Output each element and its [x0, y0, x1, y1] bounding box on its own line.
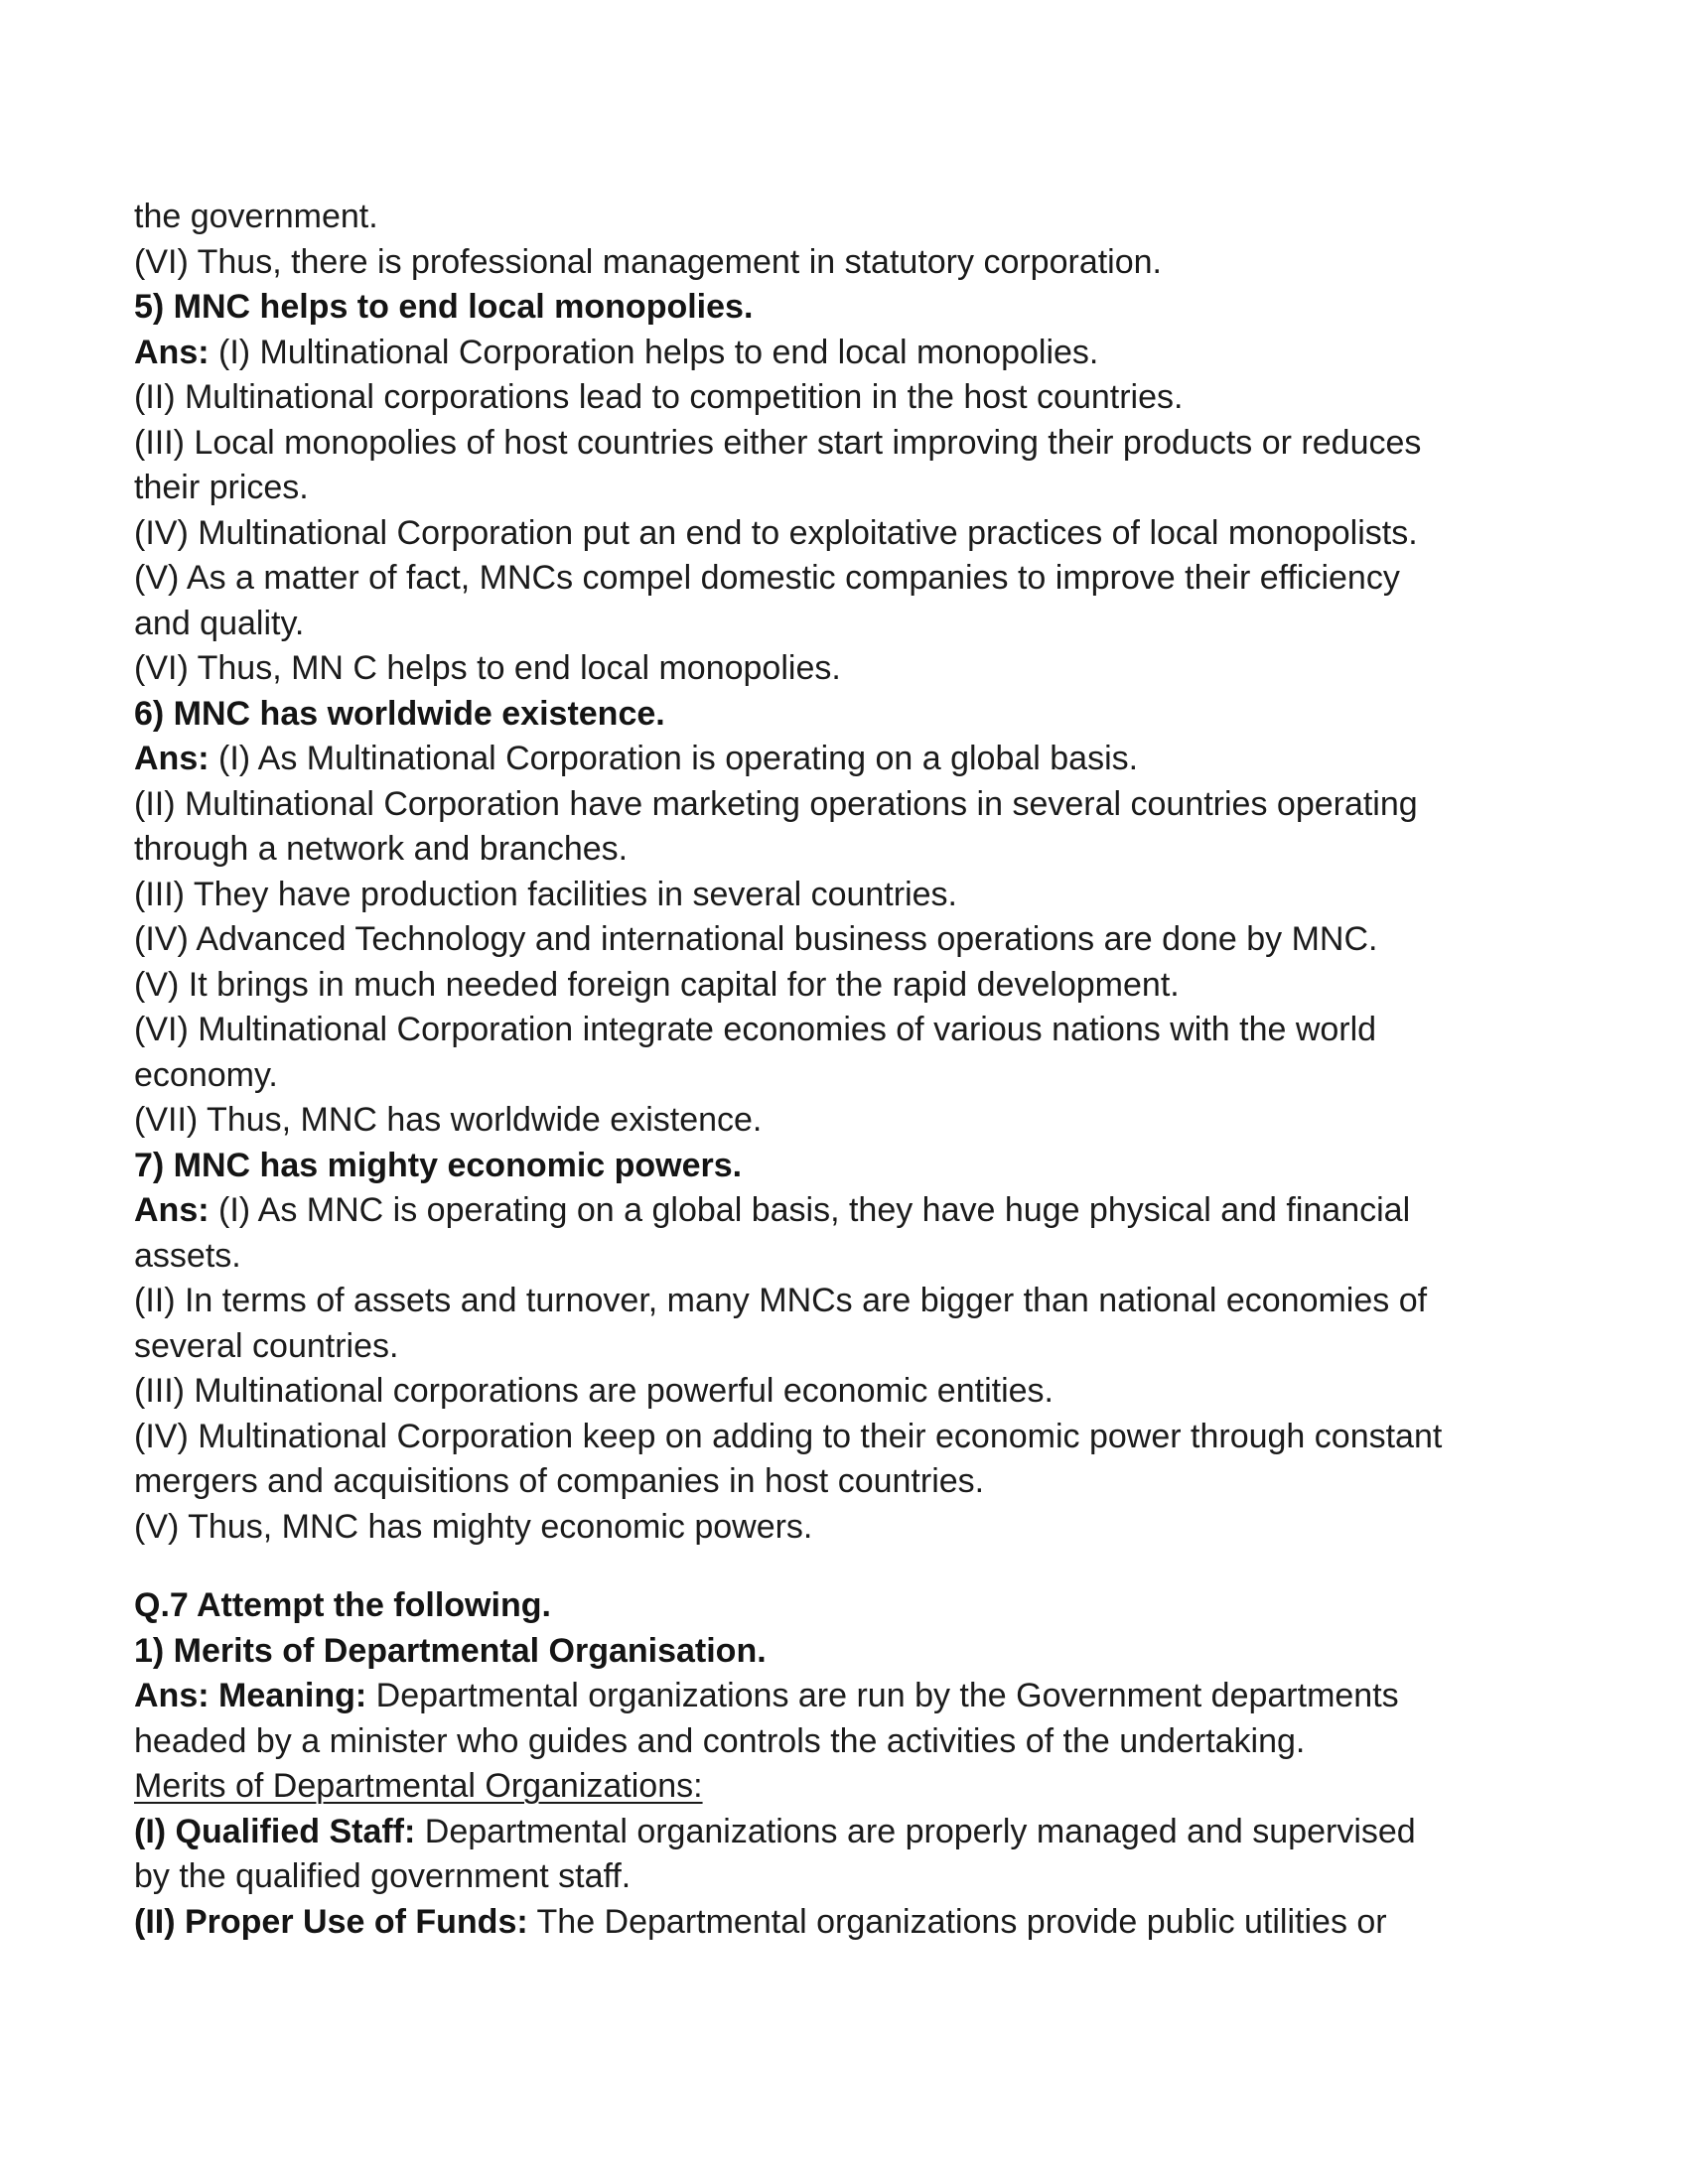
document-page	[134, 195, 1564, 1945]
section-spacer	[134, 1550, 1564, 1583]
text-line: (IV) Advanced Technology and international business operations are done by MNC.	[134, 920, 1378, 958]
answer-text: Departmental organizations are run by the Government departments	[366, 1677, 1399, 1714]
text-line: (V) As a matter of fact, MNCs compel domestic companies to improve their efficiency	[134, 559, 1400, 597]
merit-line	[134, 1810, 1564, 1855]
text-line: (V) It brings in much needed foreign capital for the rapid development.	[134, 965, 1180, 1004]
merit-line	[134, 1900, 1564, 1946]
text-line: and quality.	[134, 604, 305, 642]
answer-line	[134, 1674, 1564, 1719]
text-line: (VI) Thus, MN C helps to end local monopolies.	[134, 649, 841, 687]
question-heading: 1) Merits of Departmental Organisation.	[134, 1631, 767, 1670]
merit-label: (II) Proper Use of Funds:	[134, 1902, 528, 1941]
text-line: their prices.	[134, 469, 309, 506]
text-line: by the qualified government staff.	[134, 1857, 632, 1895]
answer-text: (I) As Multinational Corporation is operating on a global basis.	[209, 740, 1139, 777]
text-line: (II) Multinational corporations lead to competition in the host countries.	[134, 378, 1184, 416]
answer-line	[134, 737, 1564, 782]
text-line: (II) In terms of assets and turnover, many MNCs are bigger than national economies of	[134, 1282, 1428, 1319]
text-line: (VI) Thus, there is professional management in statutory corporation.	[134, 242, 1162, 281]
text-line: (III) Local monopolies of host countries either start improving their products or reduces	[134, 423, 1422, 462]
section-heading: Q.7 Attempt the following.	[134, 1586, 551, 1624]
text-line: (IV) Multinational Corporation keep on adding to their economic power through constant	[134, 1417, 1443, 1455]
text-line: (III) They have production facilities in several countries.	[134, 875, 957, 913]
question-heading: 6) MNC has worldwide existence.	[134, 694, 665, 733]
text-line: assets.	[134, 1236, 241, 1275]
merits-subtitle: Merits of Departmental Organizations:	[134, 1767, 703, 1805]
merit-text: Departmental organizations are properly managed and supervised	[415, 1812, 1416, 1850]
text-line: economy.	[134, 1055, 278, 1094]
text-line: headed by a minister who guides and controls the activities of the undertaking.	[134, 1721, 1306, 1760]
merit-text: The Departmental organizations provide public utilities or	[527, 1902, 1387, 1941]
text-line: several countries.	[134, 1326, 399, 1365]
answer-line	[134, 331, 1564, 376]
text-line: mergers and acquisitions of companies in host countries.	[134, 1462, 985, 1500]
ans-label: Ans: Meaning:	[134, 1677, 367, 1714]
text-line: (VII) Thus, MNC has worldwide existence.	[134, 1101, 763, 1139]
text-line: (III) Multinational corporations are powerful economic entities.	[134, 1372, 1054, 1410]
text-line: (V) Thus, MNC has mighty economic powers.	[134, 1507, 813, 1546]
text-line: (IV) Multinational Corporation put an end to exploitative practices of local monopolists.	[134, 513, 1418, 552]
merit-label: (I) Qualified Staff:	[134, 1812, 416, 1850]
answer-line	[134, 1188, 1564, 1234]
question-heading: 5) MNC helps to end local monopolies.	[134, 288, 754, 326]
ans-label: Ans:	[134, 333, 210, 371]
text-line: (II) Multinational Corporation have marketing operations in several countries operating	[134, 784, 1418, 823]
answer-text: (I) Multinational Corporation helps to end local monopolies.	[209, 333, 1099, 371]
text-line: the government.	[134, 198, 378, 235]
text-line: through a network and branches.	[134, 830, 629, 868]
answer-text: (I) As MNC is operating on a global basis, they have huge physical and financial	[209, 1191, 1411, 1229]
ans-label: Ans:	[134, 740, 210, 777]
text-line: (VI) Multinational Corporation integrate economies of various nations with the world	[134, 1011, 1377, 1048]
ans-label: Ans:	[134, 1191, 210, 1229]
question-heading: 7) MNC has mighty economic powers.	[134, 1146, 743, 1184]
